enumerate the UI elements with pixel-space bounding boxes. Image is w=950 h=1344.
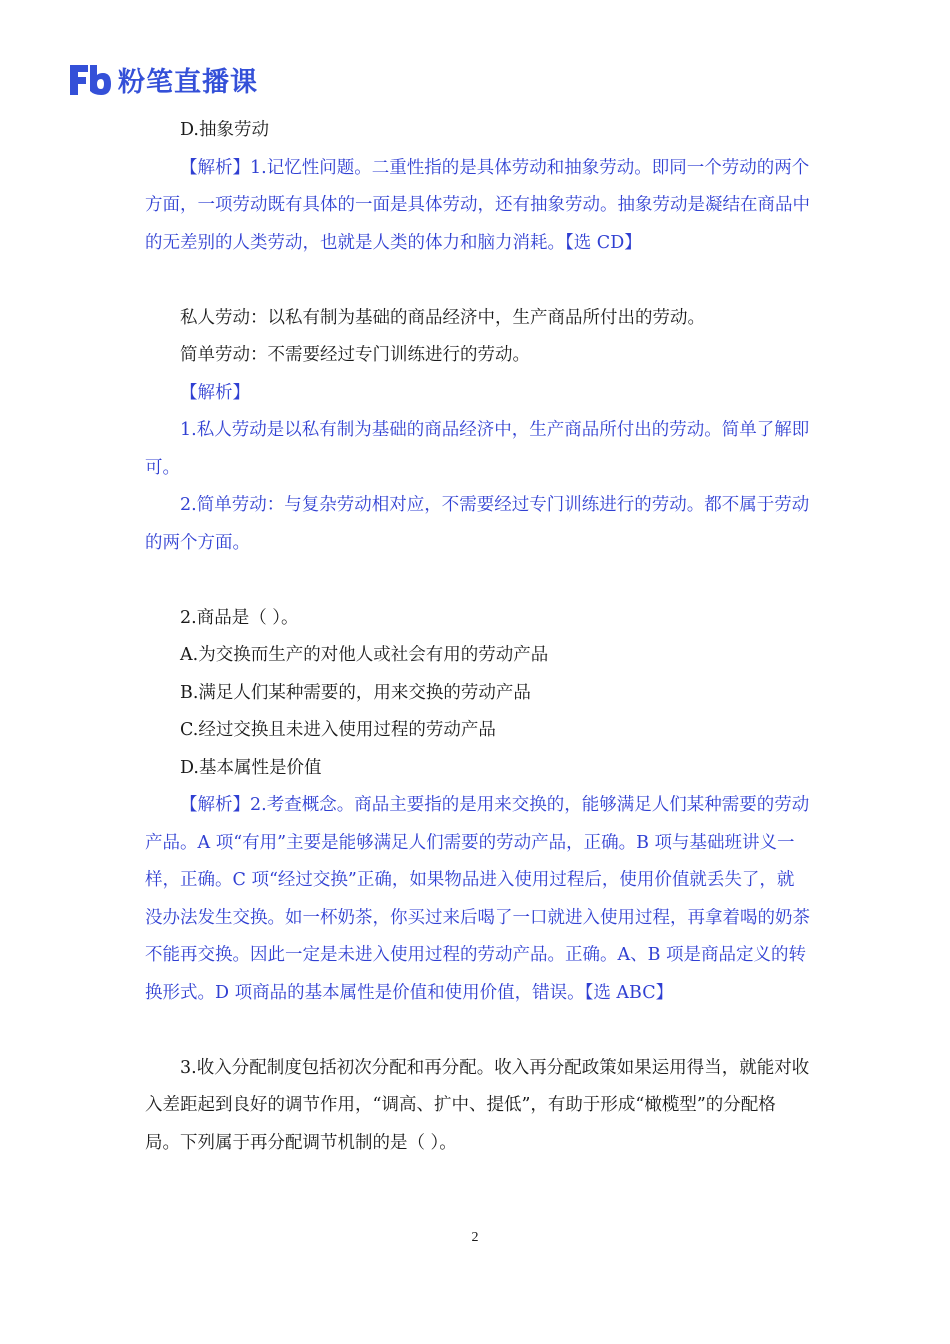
q2-option-b: B.满足人们某种需要的，用来交换的劳动产品	[180, 682, 531, 703]
fb-logo-icon	[68, 63, 112, 97]
q1-analysis: 【解析】1.记忆性问题。二重性指的是具体劳动和抽象劳动。即同一个劳动的两个方面，一项劳动既有具体的一面是具体劳动，还有抽象劳动。抽象劳动是凝结在商品中的无差别的人类劳动，也就是人类的体力和脑力消耗。【选 CD】	[145, 157, 810, 253]
brand-name: 粉笔直播课	[118, 67, 258, 98]
page-number: 2	[471, 1230, 479, 1245]
q1-option-d: D.抽象劳动	[180, 120, 269, 140]
notes-analysis-head: 【解析】	[180, 382, 250, 403]
q2-option-c: C.经过交换且未进入使用过程的劳动产品	[180, 720, 496, 740]
q2-stem: 2.商品是（ ）。	[180, 607, 299, 628]
q2-option-d: D.基本属性是价值	[180, 757, 322, 778]
note-private-labor: 私人劳动：以私有制为基础的商品经济中，生产商品所付出的劳动。	[180, 307, 705, 328]
spacer	[145, 1012, 810, 1050]
spacer	[145, 562, 810, 600]
q2-analysis: 【解析】2.考查概念。商品主要指的是用来交换的，能够满足人们某种需要的劳动产品。A 项“有用”主要是能够满足人们需要的劳动产品，正确。B 项与基础班讲义一样，正确。C 项“经过交换”正确，如果物品进入使用过程后，使用价值就丢失了，就没办法发生交换。如一杯奶茶，你买过来后喝了一口就进入使用过程，再拿着喝的奶茶不能再交换。因此一定是未进入使用过程的劳动产品。正确。A、B 项是商品定义的转换形式。D 项商品的基本属性是价值和使用价值，错误。【选 ABC】	[145, 795, 810, 1003]
q3-stem: 3.收入分配制度包括初次分配和再分配。收入再分配政策如果运用得当，就能对收入差距起到良好的调节作用，“调高、扩中、提低”，有助于形成“橄榄型”的分配格局。下列属于再分配调节机制的是（ ）。	[145, 1057, 810, 1153]
notes-point-1: 1.私人劳动是以私有制为基础的商品经济中，生产商品所付出的劳动。简单了解即可。	[145, 420, 810, 478]
page-content	[145, 112, 810, 1162]
spacer	[145, 262, 810, 300]
notes-point-2: 2.简单劳动：与复杂劳动相对应，不需要经过专门训练进行的劳动。都不属于劳动的两个方面。	[145, 495, 810, 553]
note-simple-labor: 简单劳动：不需要经过专门训练进行的劳动。	[180, 345, 530, 365]
q2-option-a: A.为交换而生产的对他人或社会有用的劳动产品	[180, 645, 549, 665]
brand-logo	[68, 60, 258, 99]
